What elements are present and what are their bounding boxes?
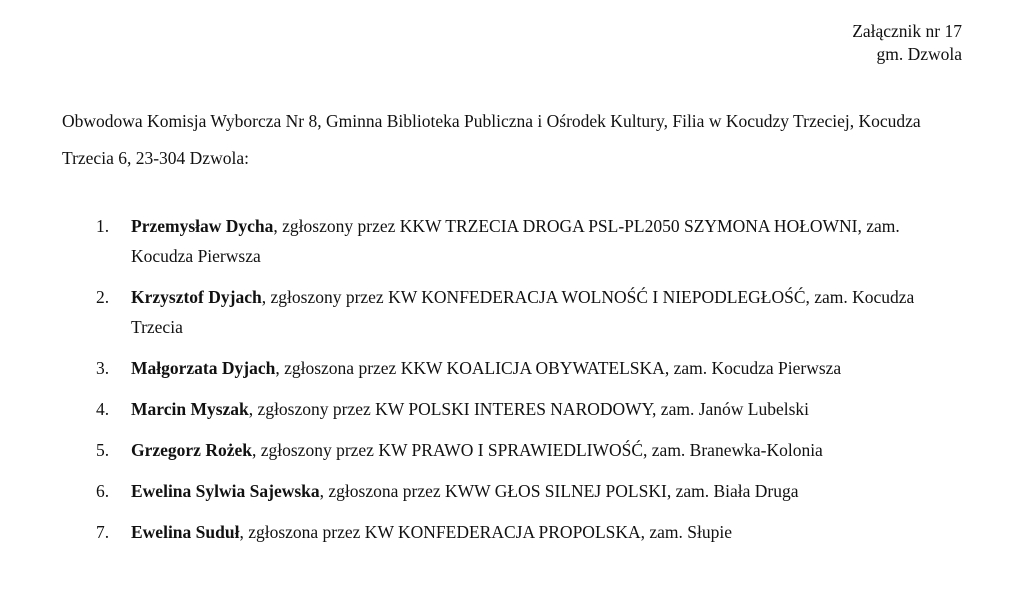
member-name: Marcin Myszak xyxy=(131,399,249,419)
member-details: , zgłoszona przez KKW KOALICJA OBYWATELSKA, zam. Kocudza Pierwsza xyxy=(275,358,842,378)
member-name: Ewelina Suduł xyxy=(131,522,240,542)
item-number: 4. xyxy=(96,399,110,419)
attachment-number: Załącznik nr 17 xyxy=(852,21,962,41)
member-name: Przemysław Dycha xyxy=(131,216,274,236)
member-details: , zgłoszony przez KW POLSKI INTERES NARODOWY, zam. Janów Lubelski xyxy=(248,399,810,419)
member-details: , zgłoszona przez KWW GŁOS SILNEJ POLSKI, zam. Biała Druga xyxy=(319,481,799,501)
commission-description: Obwodowa Komisja Wyborcza Nr 8, Gminna Biblioteka Publiczna i Ośrodek Kultury, Filia w Kocudzy Trzeciej, Kocudza Trzecia 6, 23-304 Dzwola: xyxy=(62,111,921,168)
item-number: 6. xyxy=(96,481,110,501)
member-name: Grzegorz Rożek xyxy=(131,440,252,460)
document-header xyxy=(852,20,962,66)
member-details: , zgłoszona przez KW KONFEDERACJA PROPOLSKA, zam. Słupie xyxy=(239,522,733,542)
list-item xyxy=(0,282,1024,342)
member-details: , zgłoszony przez KW KONFEDERACJA WOLNOŚĆ I NIEPODLEGŁOŚĆ, zam. Kocudza Trzecia xyxy=(131,287,915,337)
list-item xyxy=(0,435,1024,465)
list-item xyxy=(0,394,1024,424)
item-number: 5. xyxy=(96,440,110,460)
list-item xyxy=(0,211,1024,271)
commune-name: gm. Dzwola xyxy=(876,44,962,64)
member-details: , zgłoszony przez KKW TRZECIA DROGA PSL-PL2050 SZYMONA HOŁOWNI, zam. Kocudza Pierwsza xyxy=(131,216,900,266)
item-number: 3. xyxy=(96,358,110,378)
member-name: Ewelina Sylwia Sajewska xyxy=(131,481,320,501)
item-number: 1. xyxy=(96,216,110,236)
member-name: Krzysztof Dyjach xyxy=(131,287,262,307)
list-item xyxy=(0,517,1024,547)
item-number: 7. xyxy=(96,522,110,542)
members-list xyxy=(0,211,1024,558)
list-item xyxy=(0,353,1024,383)
member-name: Małgorzata Dyjach xyxy=(131,358,276,378)
member-details: , zgłoszony przez KW PRAWO I SPRAWIEDLIWOŚĆ, zam. Branewka-Kolonia xyxy=(251,440,823,460)
list-item xyxy=(0,476,1024,506)
item-number: 2. xyxy=(96,287,110,307)
